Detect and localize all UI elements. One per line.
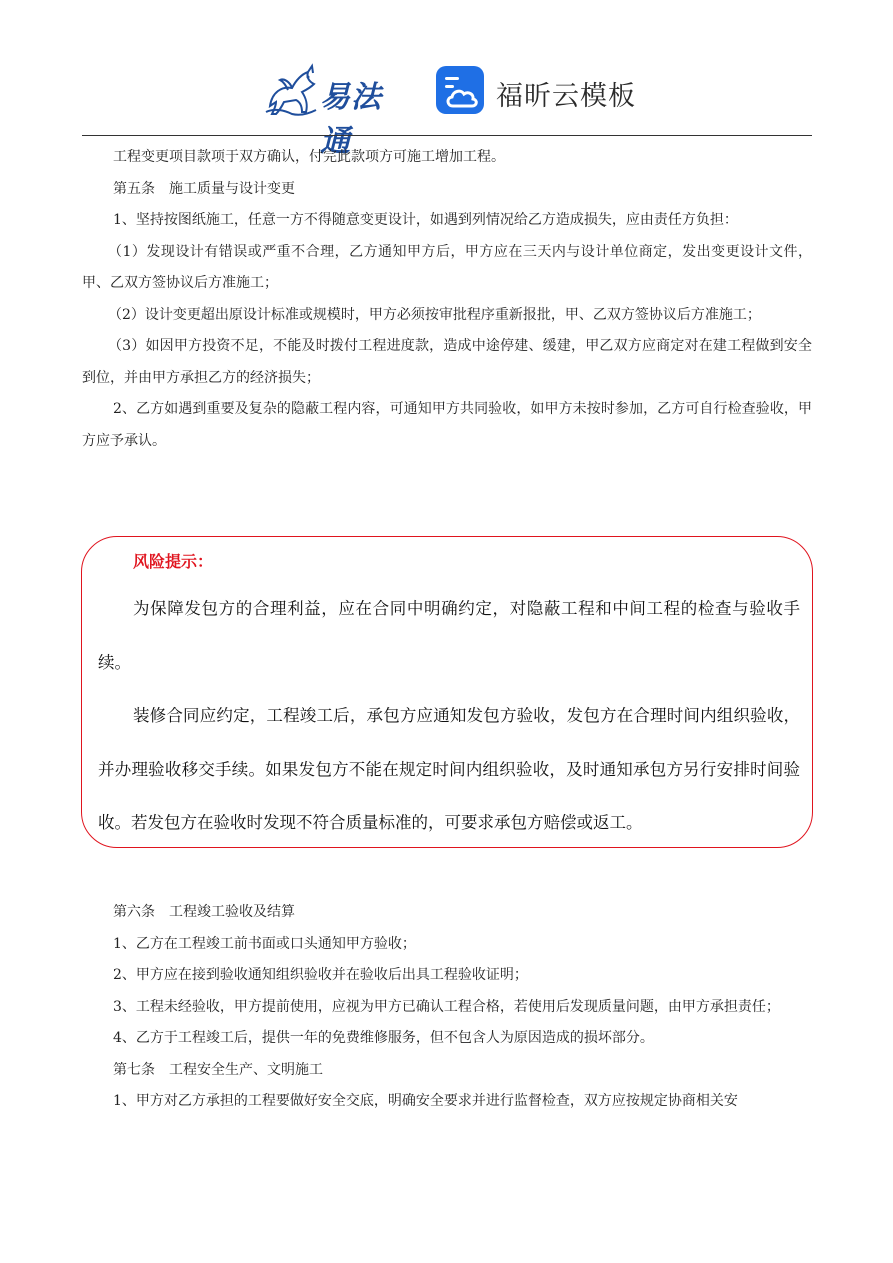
paragraph: 1、甲方对乙方承担的工程要做好安全交底，明确安全要求并进行监督检查，双方应按规定协商相关安 [113,1093,738,1109]
paragraph: 2、甲方应在接到验收通知组织验收并在验收后出具工程验收证明； [113,967,528,983]
paragraph: 1、乙方在工程竣工前书面或口头通知甲方验收； [113,935,416,952]
paragraph: （1）发现设计有错误或严重不合理，乙方通知甲方后，甲方应在三天内与设计单位商定，发出变更设计文件，甲、乙双方签协议后方准施工； [82,243,812,291]
fuxin-logo-text: 福昕云模板 [496,81,636,112]
risk-notice-box [81,536,813,848]
contract-text-upper [82,142,812,457]
contract-text-lower [82,897,812,1118]
yifatong-logo-text: 易法通 [320,80,382,159]
header-divider [82,135,812,136]
paragraph: 4、乙方于工程竣工后，提供一年的免费维修服务，但不包含人为原因造成的损坏部分。 [113,1030,654,1046]
article-heading: 第七条 工程安全生产、文明施工 [113,1061,323,1078]
risk-paragraph: 为保障发包方的合理利益，应在合同中明确约定，对隐蔽工程和中间工程的检查与验收手续。 [98,599,800,672]
paragraph: 2、乙方如遇到重要及复杂的隐蔽工程内容，可通知甲方共同验收，如甲方未按时参加，乙方可自行检查验收，甲方应予承认。 [82,401,812,449]
paragraph: 工程变更项目款项于双方确认，付完此款项方可施工增加工程。 [113,149,505,165]
qilin-horse-icon [262,62,320,118]
cloud-document-icon [436,66,484,114]
paragraph: 3、工程未经验收，甲方提前使用，应视为甲方已确认工程合格，若使用后发现质量问题，由甲方承担责任； [113,998,780,1015]
article-heading: 第六条 工程竣工验收及结算 [113,904,295,920]
risk-paragraph: 装修合同应约定，工程竣工后，承包方应通知发包方验收，发包方在合理时间内组织验收，并办理验收移交手续。如果发包方不能在规定时间内组织验收，及时通知承包方另行安排时间验收。若发包方在验收时发现不符合质量标准的，可要求承包方赔偿或返工。 [98,706,800,832]
paragraph: （2）设计变更超出原设计标准或规模时，甲方必须按审批程序重新报批，甲、乙双方签协议后方准施工； [108,306,761,323]
paragraph: （3）如因甲方投资不足，不能及时拨付工程进度款，造成中途停建、缓建，甲乙双方应商定对在建工程做到安全到位，并由甲方承担乙方的经济损失； [82,338,812,386]
paragraph: 1、坚持按图纸施工，任意一方不得随意变更设计，如遇到列情况给乙方造成损失，应由责任方负担： [113,212,738,228]
article-heading: 第五条 施工质量与设计变更 [113,180,295,197]
risk-notice-body [98,582,800,850]
fuxin-template-logo [436,64,636,118]
yifatong-logo [262,62,412,159]
risk-notice-title: 风险提示： [133,552,214,571]
